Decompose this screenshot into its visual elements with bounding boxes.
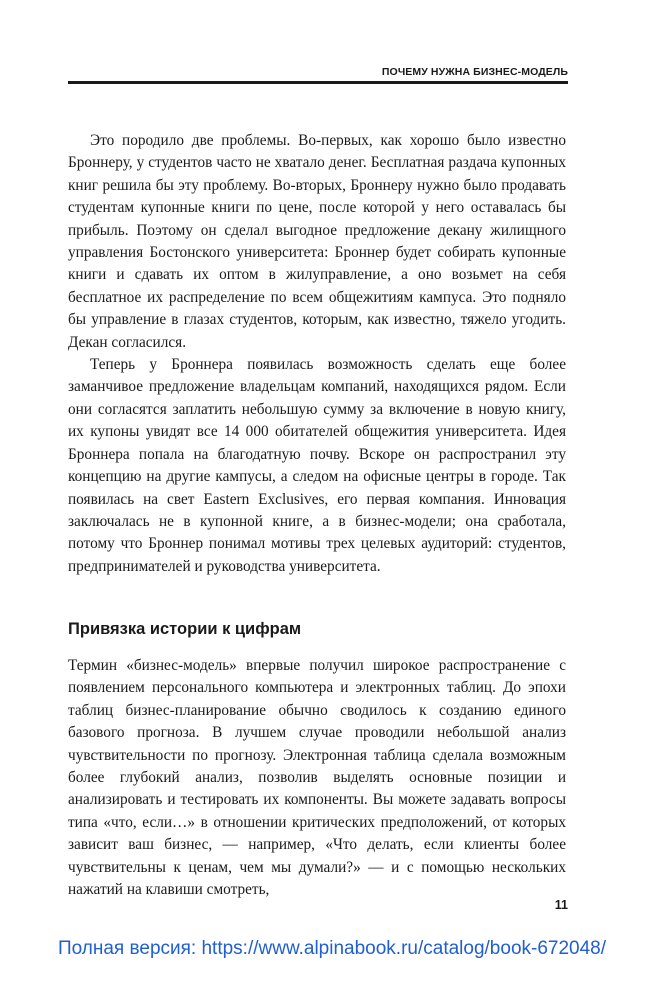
header-rule: [68, 81, 568, 84]
paragraph-problems: Это породило две проблемы. Во-первых, как хорошо было известно Броннеру, у студентов часто не хватало денег. Бесплатная раздача купонных книг решила бы эту проблему. Во-вторых, Броннеру нужно было продавать студентам купонные книги по цене, после которой у него оставалась бы прибыль. Поэтому он сделал выгодное предложение декану жилищного управления Бостонского университета: Броннер будет собирать купонные книги и сдавать их оптом в жилуправление, а оно возьмет на себя бесплатное их распределение по всем общежитиям кампуса. Это подняло бы управление в глазах студентов, которым, как известно, тяжело угодить. Декан согласился.: [68, 132, 566, 351]
paragraph-offer: Теперь у Броннера появилась возможность сделать еще более заманчивое предложение владельцам компаний, находящихся рядом. Если они согласятся заплатить небольшую сумму за включение в новую книгу, их купоны увидят все 14 000 обитателей общежития университета. Идея Броннера попала на благодатную почву. Вскоре он распространил эту концепцию на другие кампусы, а следом на офисные центры в городе. Так появилась на свет Eastern Exclusives, его первая компания. Инновация заключалась не в купонной книге, а в бизнес-модели; она сработала, потому что Броннер понимал мотивы трех целевых аудиторий: студентов, предпринимателей и руководства университета.: [68, 356, 566, 575]
full-version-link[interactable]: Полная версия: https://www.alpinabook.ru/catalog/book-672048/: [57, 938, 607, 959]
page-number: 11: [554, 898, 568, 912]
section-heading: Привязка истории к цифрам: [68, 620, 302, 638]
body-text-section: [68, 655, 566, 901]
body-text-top: [68, 130, 566, 578]
paragraph-business-model-term: Термин «бизнес-модель» впервые получил широкое распространение с появлением персонального компьютера и электронных таблиц. До эпохи таблиц бизнес-планирование обычно сводилось к созданию единого базового прогноза. В лучшем случае проводили небольшой анализ чувствительности по прогнозу. Электронная таблица сделала возможным более глубокий анализ, позволив выделять основные позиции и анализировать и тестировать их компоненты. Вы можете задавать вопросы типа «что, если…» в отношении критических предположений, от которых зависит ваш бизнес, — например, «Что делать, если клиенты более чувствительны к ценам, чем мы думали?» — и с помощью нескольких нажатий на клавиши смотреть,: [68, 657, 566, 899]
running-head: ПОЧЕМУ НУЖНА БИЗНЕС-МОДЕЛЬ: [381, 66, 568, 78]
